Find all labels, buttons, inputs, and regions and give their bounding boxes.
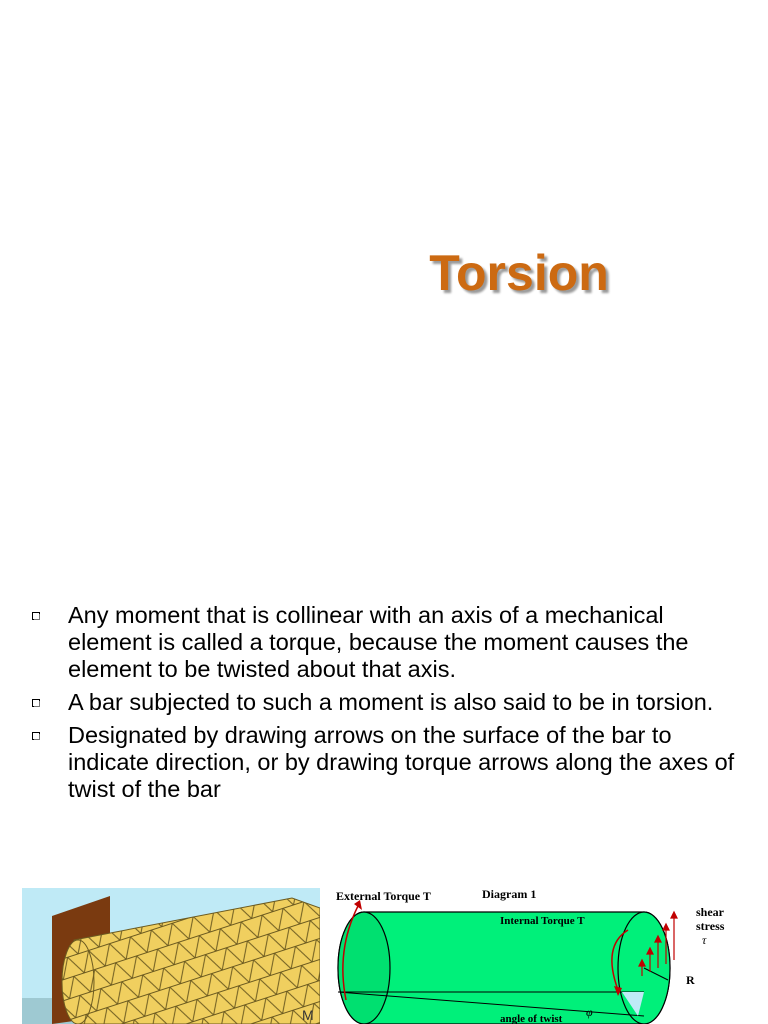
bullet-text: A bar subjected to such a moment is also said to be in torsion. xyxy=(68,689,714,715)
diagram-label: Diagram 1 xyxy=(482,887,537,901)
list-item xyxy=(30,689,750,716)
bullet-list xyxy=(30,602,750,809)
meshed-bar-figure xyxy=(22,888,320,1024)
square-bullet-icon xyxy=(32,699,40,707)
shear-label: shear xyxy=(696,905,724,919)
shear-symbol: τ xyxy=(702,933,707,947)
bullet-text: Designated by drawing arrows on the surface of the bar to indicate direction, or by drawing torque arrows along the axes of twist of the bar xyxy=(68,722,735,802)
cylinder-left-end xyxy=(338,912,390,1024)
external-torque-label: External Torque T xyxy=(336,889,431,903)
radius-label: R xyxy=(686,973,695,987)
bullet-text: Any moment that is collinear with an axis of a mechanical element is called a torque, because the moment causes the element to be twisted about that axis. xyxy=(68,602,689,682)
square-bullet-icon xyxy=(32,612,40,620)
internal-torque-label: Internal Torque T xyxy=(500,915,585,927)
angle-of-twist-label: angle of twist xyxy=(500,1013,563,1024)
bar-end-face xyxy=(62,940,94,1024)
list-item xyxy=(30,722,750,803)
phi-symbol: φ xyxy=(586,1005,593,1019)
moment-label: M xyxy=(302,1007,314,1023)
square-bullet-icon xyxy=(32,732,40,740)
stress-label: stress xyxy=(696,919,725,933)
page-title: Torsion xyxy=(429,245,609,301)
list-item xyxy=(30,602,750,683)
torsion-diagram xyxy=(332,880,736,1024)
